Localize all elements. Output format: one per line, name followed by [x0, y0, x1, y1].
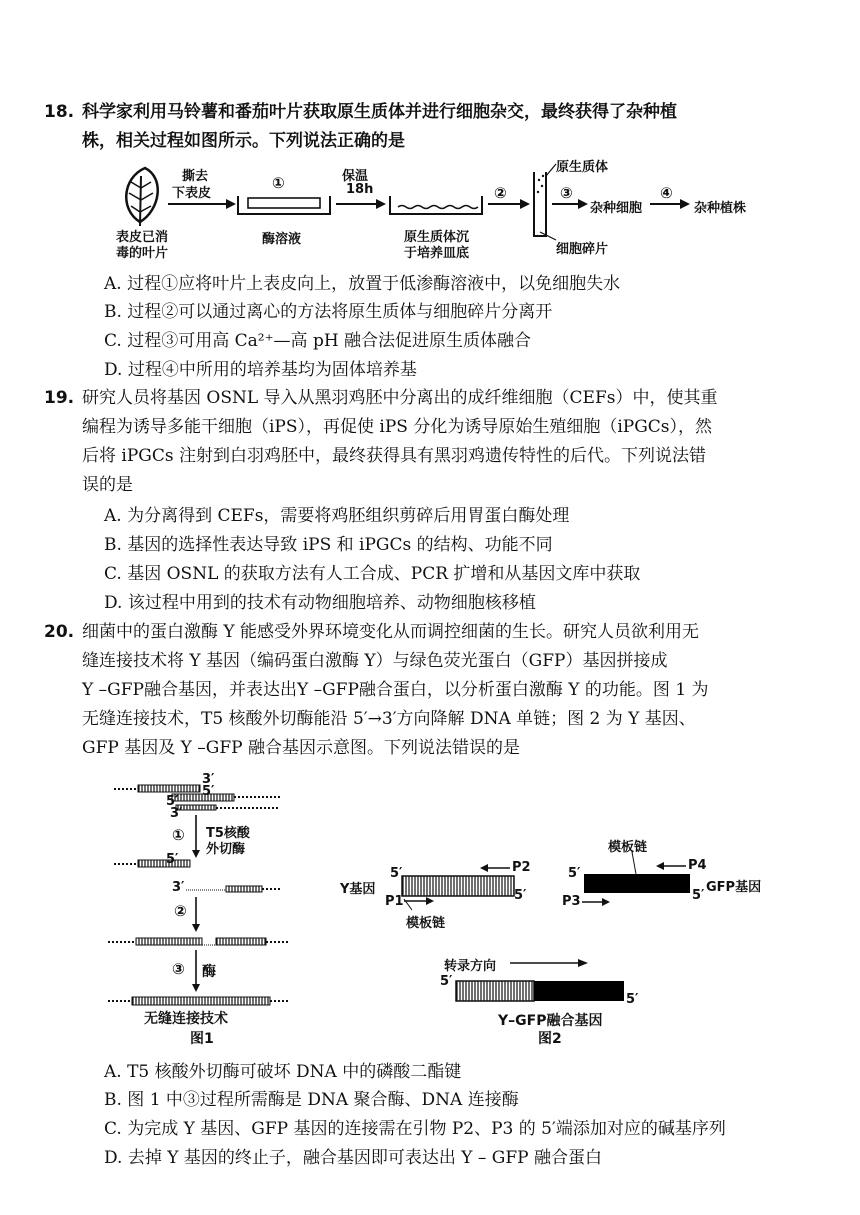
question-stem-line: 研究人员将基因 OSNL 导入从黑羽鸡胚中分离出的成纤维细胞（CEFs）中，使其重 [82, 388, 718, 408]
prime-label: 5′ [390, 866, 403, 881]
template-label: 模板链 [608, 840, 648, 855]
p1-label: P1 [385, 894, 404, 909]
option-b[interactable]: B. 基因的选择性表达导致 iPS 和 iPGCs 的结构、功能不同 [104, 535, 553, 555]
prime-label: 5′ [692, 888, 705, 903]
step-label: 撕去 [182, 169, 209, 184]
prime-label: 5′ [166, 852, 179, 867]
step-circle: ④ [660, 184, 673, 202]
question-number: 18. [44, 102, 75, 122]
option-a[interactable]: A. 为分离得到 CEFs，需要将鸡胚组织剪碎后用胃蛋白酶处理 [104, 506, 570, 526]
leaf-label: 毒的叶片 [116, 246, 169, 261]
step-label: 18h [346, 182, 374, 197]
step-label: 下表皮 [172, 186, 212, 201]
tray-label: 酶溶液 [262, 232, 302, 247]
dna-strand-5 [108, 938, 288, 945]
p2-label: P2 [512, 860, 531, 875]
figure-caption: Y–GFP融合基因 [498, 1013, 603, 1029]
question-number: 19. [44, 388, 75, 408]
option-d[interactable]: D. 去掉 Y 基因的终止子，融合基因即可表达出 Y – GFP 融合蛋白 [104, 1148, 603, 1168]
hybrid-cell-label: 杂种细胞 [590, 201, 643, 216]
tube-bottom-label: 细胞碎片 [556, 242, 609, 257]
question-stem-line: 科学家利用马铃薯和番茄叶片获取原生质体并进行细胞杂交，最终获得了杂种植 [82, 102, 677, 122]
template-label: 模板链 [406, 916, 446, 931]
step-circle: ② [174, 902, 187, 920]
gfp-gene-label: GFP基因 [706, 880, 762, 895]
question-stem-line: 误的是 [82, 475, 133, 495]
question-stem-line: 细菌中的蛋白激酶 Y 能感受外界环境变化从而调控细菌的生长。研究人员欲利用无 [82, 622, 700, 642]
prime-label: 5′ [440, 974, 453, 989]
option-c[interactable]: C. 过程③可用高 Ca²⁺—高 pH 融合法促进原生质体融合 [104, 331, 532, 351]
dish-label: 原生质体沉 [404, 230, 470, 245]
leaf-label: 表皮已消 [116, 230, 169, 245]
prime-label: 5′ [166, 794, 179, 809]
question-number: 20. [44, 622, 75, 642]
option-b[interactable]: B. 图 1 中③过程所需酶是 DNA 聚合酶、DNA 连接酶 [104, 1090, 519, 1110]
option-c[interactable]: C. 基因 OSNL 的获取方法有人工合成、PCR 扩增和从基因文库中获取 [104, 564, 641, 584]
dna-strand-6 [108, 997, 290, 1005]
enzyme-label: 酶 [202, 964, 216, 980]
enzyme-label: 外切酶 [206, 842, 246, 857]
prime-label: 5′ [514, 888, 527, 903]
option-c[interactable]: C. 为完成 Y 基因、GFP 基因的连接需在引物 P2、P3 的 5′端添加对应的碱基序列 [104, 1119, 726, 1139]
option-b[interactable]: B. 过程②可以通过离心的方法将原生质体与细胞碎片分离开 [104, 302, 553, 322]
p4-label: P4 [688, 858, 707, 873]
dna-strand-3 [114, 860, 190, 867]
question-stem-line: 株，相关过程如图所示。下列说法正确的是 [82, 131, 405, 151]
option-d[interactable]: D. 该过程中用到的技术有动物细胞培养、动物细胞核移植 [104, 593, 536, 613]
prime-label: 3′ [202, 772, 215, 787]
transcription-label: 转录方向 [444, 959, 497, 974]
prime-label: 5′ [626, 992, 639, 1007]
hybrid-plant-label: 杂种植株 [694, 201, 747, 216]
figure-number: 图2 [538, 1031, 562, 1047]
step-circle: ② [494, 184, 507, 202]
step-circle: ① [172, 826, 185, 844]
template-pointer [632, 852, 636, 874]
dish-label: 于培养皿底 [404, 246, 470, 261]
question-stem-line: 缝连接技术将 Y 基因（编码蛋白激酶 Y）与绿色荧光蛋白（GFP）基因拼接成 [82, 651, 668, 671]
question-stem-line: 编程为诱导多能干细胞（iPS），再促使 iPS 分化为诱导原始生殖细胞（iPGCs），然 [82, 417, 713, 437]
prime-label: 5′ [568, 866, 581, 881]
dna-strand-1 [114, 785, 280, 801]
step-circle: ① [272, 174, 285, 192]
p3-label: P3 [562, 894, 581, 909]
question-stem-line: 无缝连接技术，T5 核酸外切酶能沿 5′→3′方向降解 DNA 单链；图 2 为 Y 基因、 [82, 709, 696, 729]
gfp-gene-bar [584, 874, 690, 893]
fusion-y-part [456, 981, 534, 1001]
dna-strand-2 [176, 805, 280, 810]
option-d[interactable]: D. 过程④中所用的培养基均为固体培养基 [104, 360, 417, 380]
question-stem-line: GFP 基因及 Y –GFP 融合基因示意图。下列说法错误的是 [82, 738, 520, 758]
y-gene-bar [402, 876, 514, 896]
question-stem-line: 后将 iPGCs 注射到白羽鸡胚中，最终获得具有黑羽鸡遗传特性的后代。下列说法错 [82, 446, 706, 466]
prime-label: 5′ [202, 784, 215, 799]
y-gene-label: Y基因 [340, 882, 376, 897]
step-circle: ③ [172, 960, 185, 978]
option-a[interactable]: A. 过程①应将叶片上表皮向上，放置于低渗酶溶液中，以免细胞失水 [104, 274, 621, 294]
step-circle: ③ [560, 184, 573, 202]
step-label: 保温 [342, 169, 369, 184]
option-a[interactable]: A. T5 核酸外切酶可破坏 DNA 中的磷酸二酯键 [104, 1062, 462, 1082]
dna-strand-4 [186, 886, 282, 892]
figure-caption: 无缝连接技术 [144, 1011, 228, 1027]
prime-label: 3′ [172, 880, 185, 895]
prime-label: 3′ [170, 806, 183, 821]
fusion-gfp-part [534, 981, 624, 1001]
enzyme-label: T5核酸 [206, 826, 250, 841]
question-stem-line: Y –GFP融合基因，并表达出Y –GFP融合蛋白，以分析蛋白激酶 Y 的功能。图 1 为 [82, 680, 709, 700]
tube-top-label: 原生质体 [556, 160, 609, 175]
figure-number: 图1 [190, 1031, 214, 1047]
